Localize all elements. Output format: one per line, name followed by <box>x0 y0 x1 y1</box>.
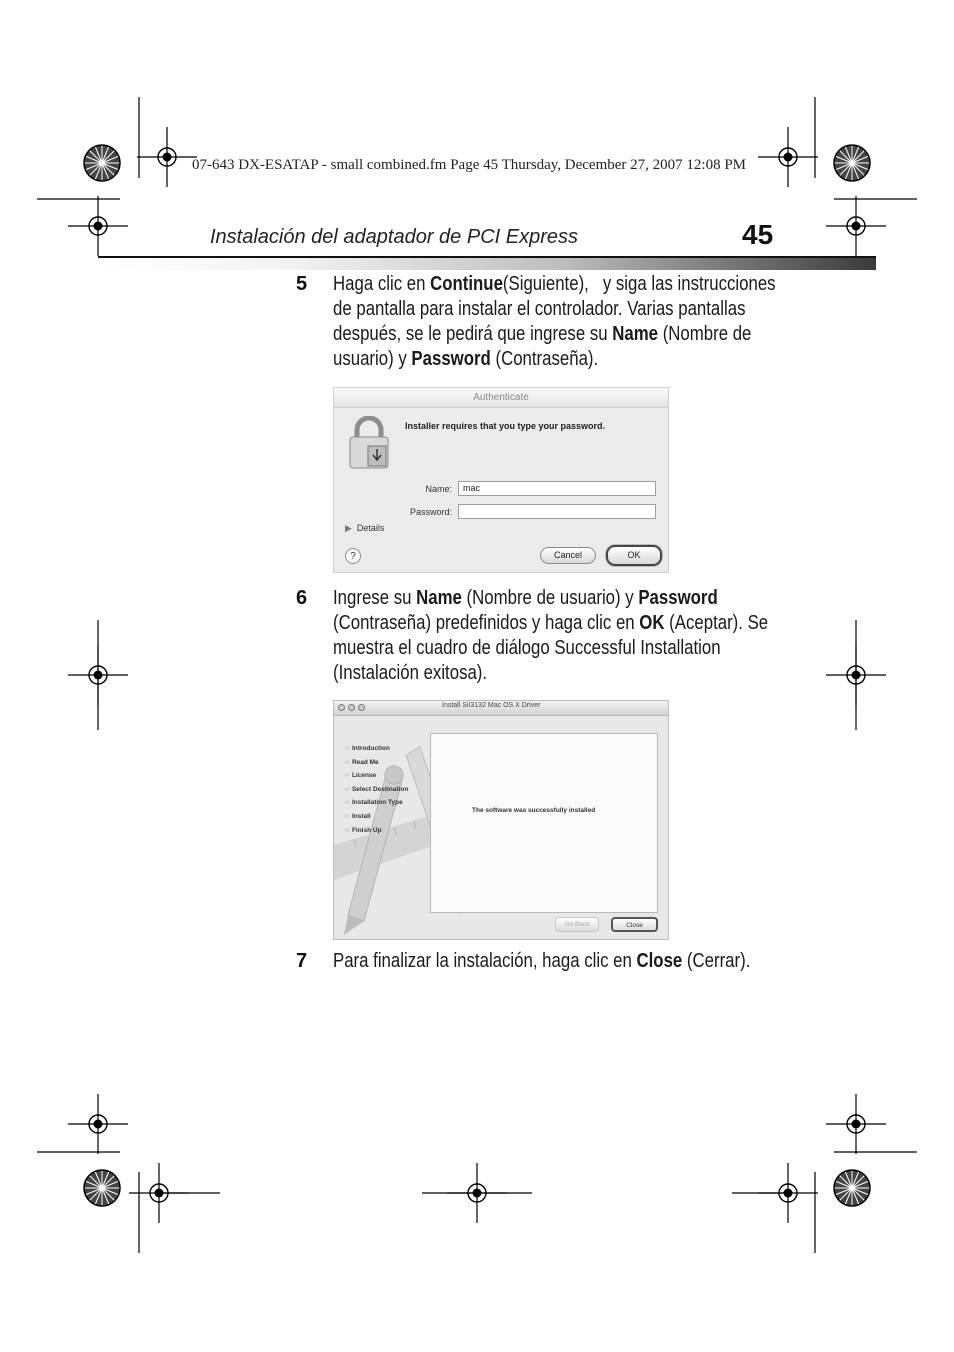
text-run: usuario) y <box>333 348 412 370</box>
step-line <box>333 611 768 636</box>
minimize-window-icon[interactable] <box>348 704 355 711</box>
installer-step-item: ○ Select Destination <box>345 786 408 793</box>
text-run: (Nombre de usuario) y <box>461 587 639 609</box>
step-line <box>333 297 776 322</box>
bold-term: Password <box>411 348 491 370</box>
step-text-5 <box>333 272 776 372</box>
details-label: Details <box>356 523 385 533</box>
text-run: (Cerrar). <box>682 950 751 972</box>
text-run: (Siguiente), y siga las instrucciones <box>502 273 776 295</box>
installer-step-item: ○ License <box>345 772 376 779</box>
step-text-7 <box>333 949 750 974</box>
text-run: Ingrese su <box>333 587 417 609</box>
text-run: de pantalla para instalar el controlador. Varias pantallas <box>333 298 746 320</box>
bold-term: Password <box>638 587 718 609</box>
bold-term: Name <box>416 587 462 609</box>
text-run: Haga clic en <box>333 273 431 295</box>
header-rule <box>98 256 876 258</box>
installer-step-item: ○ Read Me <box>345 759 379 766</box>
step-number: 7 <box>296 950 308 972</box>
dialog-title: Authenticate <box>334 388 668 408</box>
page-number: 45 <box>742 219 774 250</box>
step-line <box>333 586 768 611</box>
cancel-button[interactable]: Cancel <box>540 547 596 564</box>
installer-title: Install SiI3132 Mac OS X Driver <box>442 702 541 709</box>
ok-button[interactable]: OK <box>606 545 662 566</box>
success-message: The software was successfully installed <box>472 807 596 814</box>
text-run: (Contraseña) predefinidos y haga clic en <box>333 612 640 634</box>
installer-titlebar <box>334 701 668 716</box>
step-line <box>333 347 776 372</box>
authenticate-dialog <box>333 387 669 573</box>
bold-term: Continue <box>430 273 503 295</box>
text-run: después, se le pedirá que ingrese su <box>333 323 613 345</box>
password-label: Password: <box>409 507 452 517</box>
lock-icon <box>348 416 390 470</box>
zoom-window-icon[interactable] <box>358 704 365 711</box>
close-window-icon[interactable] <box>338 704 345 711</box>
dialog-message: Installer requires that you type your password. <box>405 421 606 431</box>
step-number: 6 <box>296 587 308 609</box>
disclosure-triangle-icon: ▶ <box>345 523 352 533</box>
step-line <box>333 661 768 686</box>
installer-step-item: ○ Introduction <box>345 745 390 752</box>
name-label: Name: <box>425 484 452 494</box>
bold-term: Close <box>636 950 683 972</box>
name-field[interactable]: mac <box>458 481 656 496</box>
go-back-button[interactable]: Go Back <box>555 917 599 932</box>
running-header-title: Instalación del adaptador de PCI Express <box>210 226 578 248</box>
step-line <box>333 322 776 347</box>
close-button[interactable]: Close <box>611 917 658 932</box>
document-slug: 07-643 DX-ESATAP - small combined.fm Page 45 Thursday, December 27, 2007 12:08 PM <box>192 157 747 173</box>
text-run: muestra el cuadro de diálogo Successful Installation <box>333 637 721 659</box>
text-run: (Nombre de <box>658 323 752 345</box>
text-run: Para finalizar la instalación, haga clic en <box>333 950 637 972</box>
text-run: (Aceptar). Se <box>664 612 769 634</box>
password-field[interactable] <box>458 504 656 519</box>
bold-term: OK <box>639 612 665 634</box>
step-text-6 <box>333 586 768 686</box>
installer-step-item: ○ Installation Type <box>345 799 403 806</box>
text-run: (Instalación exitosa). <box>333 662 488 684</box>
installer-window <box>333 700 669 940</box>
text-run: (Contraseña). <box>490 348 599 370</box>
step-line <box>333 272 776 297</box>
installer-content-pane <box>430 733 658 913</box>
installer-step-item: ○ Install <box>345 813 371 820</box>
header-gradient-bar <box>98 256 876 270</box>
help-button[interactable]: ? <box>345 548 361 564</box>
step-line <box>333 949 750 974</box>
step-line <box>333 636 768 661</box>
bold-term: Name <box>612 323 659 345</box>
details-disclosure[interactable] <box>345 523 384 534</box>
installer-step-item: ○ Finish Up <box>345 827 382 834</box>
step-number: 5 <box>296 273 308 295</box>
